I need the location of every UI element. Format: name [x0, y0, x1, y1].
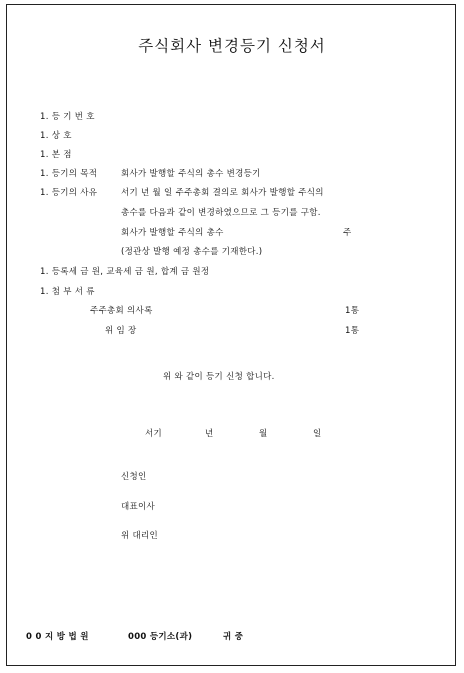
purpose-label: 1. 등기의 목적: [40, 169, 98, 179]
trade-name-label: 1. 상 호: [40, 131, 72, 141]
attachment-name: 위 임 장: [105, 326, 137, 336]
attachments-label: 1. 첨 부 서 류: [40, 287, 95, 297]
reason-line-4: (정관상 발행 예정 총수를 기재한다.): [121, 247, 263, 257]
representative-label: 대표이사: [121, 502, 156, 512]
attachment-qty: 1통: [345, 306, 360, 316]
reg-number-label: 1. 등 기 번 호: [40, 112, 95, 122]
purpose-value: 회사가 발행할 주식의 총수 변경등기: [121, 169, 261, 179]
date-era: 서기: [145, 429, 163, 439]
head-office-label: 1. 본 점: [40, 150, 72, 160]
date-day: 일: [313, 429, 322, 439]
reason-label: 1. 등기의 사유: [40, 188, 98, 198]
date-month: 월: [259, 429, 268, 439]
reason-line-1: 서기 년 월 일 주주총회 결의로 회사가 발행할 주식의: [121, 188, 324, 198]
application-statement: 위 와 같이 등기 신청 합니다.: [163, 372, 275, 382]
attachment-qty: 1통: [345, 326, 360, 336]
document-border: [6, 4, 456, 666]
court-name: 0 0 지 방 법 원: [26, 632, 89, 642]
registry-office: 000 등기소(과): [128, 632, 193, 642]
reason-line-2: 총수를 다음과 같이 변경하였으므로 그 등기를 구함.: [121, 208, 321, 218]
tax-line: 1. 등록세 금 원, 교육세 금 원, 합계 금 원정: [40, 267, 210, 277]
addressee: 귀 중: [223, 632, 244, 642]
agent-label: 위 대리인: [121, 531, 159, 541]
reason-line-3-unit: 주: [343, 228, 352, 238]
attachment-name: 주주총회 의사록: [90, 306, 153, 316]
reason-line-3-label: 회사가 발행할 주식의 총수: [121, 228, 224, 238]
applicant-label: 신청인: [121, 472, 147, 482]
document-title: 주식회사 변경등기 신청서: [138, 37, 326, 55]
date-year: 년: [205, 429, 214, 439]
